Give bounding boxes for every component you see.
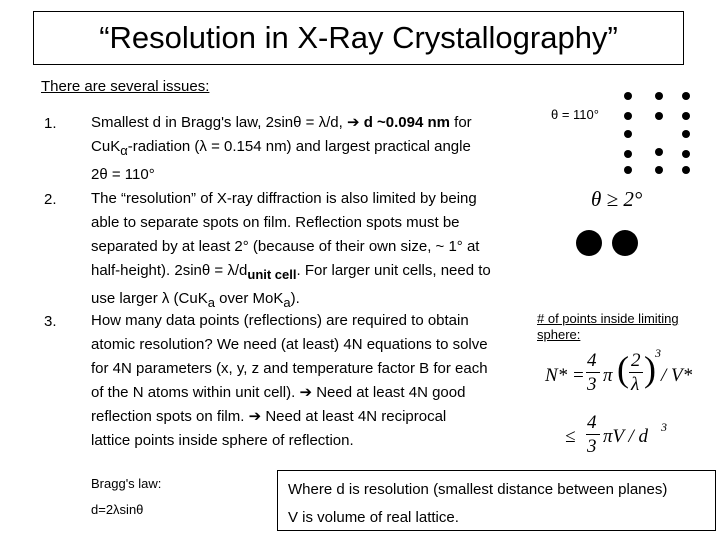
arrow-icon: ➔ bbox=[248, 408, 262, 425]
bragg-law-label: Bragg's law: bbox=[91, 476, 162, 491]
reflection-dot bbox=[655, 112, 663, 120]
intro-text: There are several issues: bbox=[41, 78, 210, 95]
item-3-number: 3. bbox=[44, 313, 57, 330]
item-2-number: 2. bbox=[44, 191, 57, 208]
arrow-icon: ➔ bbox=[299, 384, 313, 401]
reflection-spot bbox=[612, 230, 638, 256]
reflection-dot bbox=[624, 92, 632, 100]
item-3-line-6: lattice points inside sphere of reflection. bbox=[91, 432, 354, 449]
reflection-dot bbox=[655, 148, 663, 156]
reflection-dot bbox=[682, 92, 690, 100]
item-2-line-5: use larger λ (CuK$_a$ over MoK$_a$). bbox=[91, 290, 300, 310]
item-1-number: 1. bbox=[44, 115, 57, 132]
item-3-line-4: of the N atoms within unit cell). ➔ Need at least 4N good bbox=[91, 381, 521, 405]
item-2-text bbox=[91, 187, 521, 315]
points-label: # of points inside limiting sphere: bbox=[537, 311, 679, 342]
note-resolution: Where d is resolution (smallest distance between planes) bbox=[288, 481, 668, 498]
arrow-icon: ➔ bbox=[346, 114, 360, 131]
item-3-line-1: How many data points (reflections) are required to obtain bbox=[91, 312, 469, 329]
reflection-dot bbox=[624, 150, 632, 158]
theta-ge-label: θ ≥ 2° bbox=[591, 187, 643, 211]
item-3-line-5: reflection spots on film. ➔ Need at least 4N reciprocal bbox=[91, 405, 521, 429]
reflection-spot bbox=[576, 230, 602, 256]
reflection-grid bbox=[618, 88, 698, 178]
reflection-dot bbox=[624, 166, 632, 174]
reflection-dot bbox=[682, 150, 690, 158]
item-2-line-1: The “resolution” of X-ray diffraction is also limited by being bbox=[91, 190, 477, 207]
item-1-line-3: 2θ = 110° bbox=[91, 166, 155, 183]
item-2-line-3: separated by at least 2° (because of their own size, ~ 1° at bbox=[91, 238, 480, 255]
reflection-dot bbox=[655, 92, 663, 100]
reflection-dot bbox=[624, 130, 632, 138]
item-3-line-2: atomic resolution? We need (at least) 4N equations to solve bbox=[91, 336, 488, 353]
item-2-line-2: able to separate spots on film. Reflection spots must be bbox=[91, 214, 460, 231]
reflection-dot bbox=[682, 130, 690, 138]
item-1-line-2: CuK$_\alpha$-radiation (λ = 0.154 nm) and largest practical angle bbox=[91, 138, 471, 158]
reflection-dot bbox=[682, 112, 690, 120]
title-box bbox=[33, 11, 684, 65]
item-1-line-1: Smallest d in Bragg's law, 2sinθ = λ/d, ➔ d ~0.094 nm for bbox=[91, 111, 521, 135]
item-1-text bbox=[91, 111, 521, 187]
item-2-line-4: half-height). $2\sin\theta = \lambda/d_{unit cell}$. For larger unit cells, need to bbox=[91, 262, 491, 282]
reflection-dot bbox=[624, 112, 632, 120]
reflection-dot bbox=[682, 166, 690, 174]
note-volume: V is volume of real lattice. bbox=[288, 509, 459, 526]
angle-label: θ = 110° bbox=[551, 107, 599, 122]
reflection-count-formula: N* = 4 3 π ( 2 λ ) 3 / V* ≤ 4 3 πV / d 3 bbox=[545, 346, 693, 457]
item-3-line-3: for 4N parameters (x, y, z and temperature factor B for each bbox=[91, 360, 488, 377]
note-box bbox=[277, 470, 716, 531]
item-3-text bbox=[91, 309, 521, 453]
slide-title: “Resolution in X-Ray Crystallography” bbox=[99, 20, 618, 55]
bragg-law-equation: d=2λsinθ bbox=[91, 502, 144, 517]
reflection-dot bbox=[655, 166, 663, 174]
